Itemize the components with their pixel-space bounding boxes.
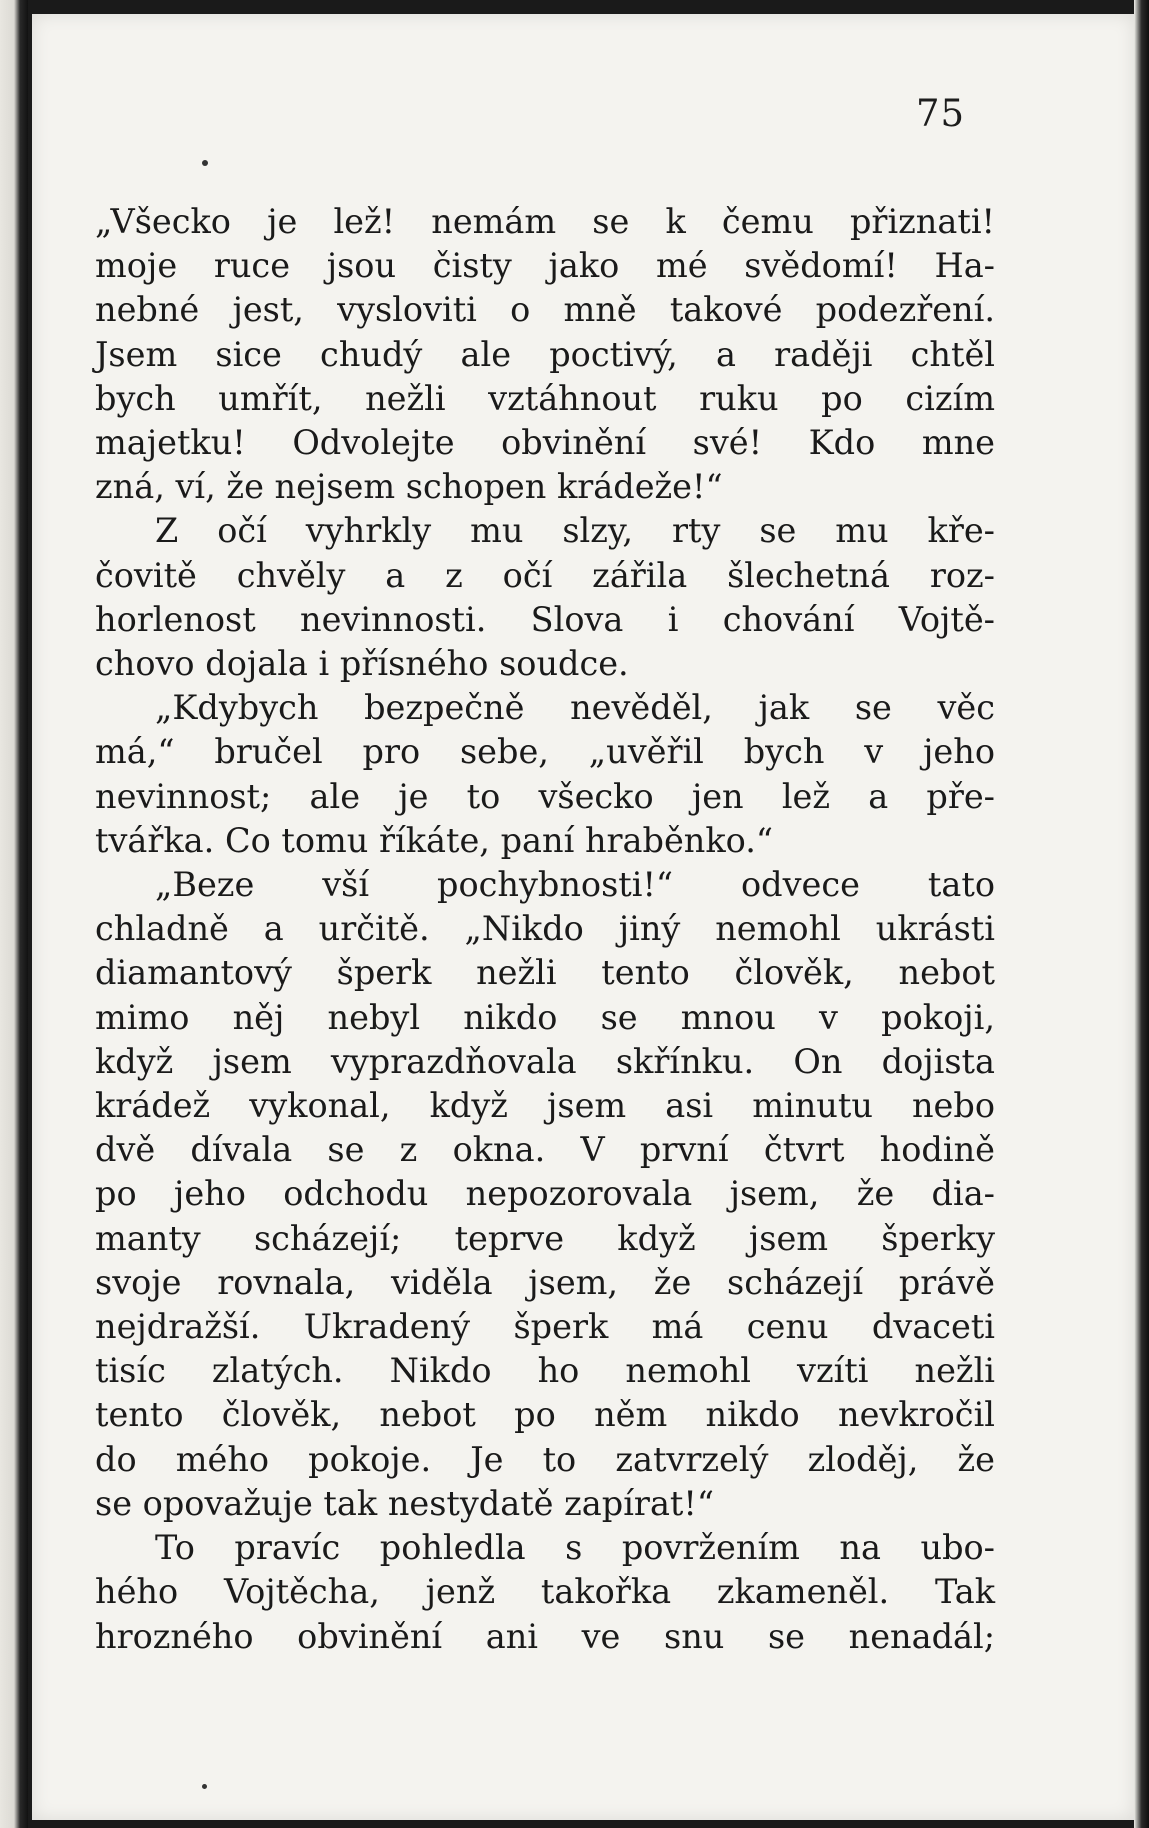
text-line: hrozného obvinění ani ve snu se nenadál; (95, 1616, 995, 1656)
text-line: hého Vojtěcha, jenž takořka zkameněl. Tak (95, 1572, 995, 1612)
page-number: 75 (916, 92, 966, 135)
text-line: mimo něj nebyl nikdo se mnou v pokoji, (95, 997, 995, 1037)
text-line: tvářka. Co tomu říkáte, paní hraběnko.“ (95, 820, 774, 860)
text-line: manty scházejí; teprve když jsem šperky (95, 1218, 995, 1258)
text-line: Jsem sice chudý ale poctivý, a raději chtěl (95, 334, 995, 374)
text-line: dvě dívala se z okna. V první čtvrt hodině (95, 1130, 995, 1170)
text-line: nevinnost; ale je to všecko jen lež a pře- (95, 776, 995, 816)
ink-speck (202, 160, 208, 166)
text-line: zná, ví, že nejsem schopen krádeže!“ (95, 467, 723, 507)
text-line: chovo dojala i přísného soudce. (95, 644, 629, 684)
text-line: horlenost nevinnosti. Slova i chování Vojtě- (95, 599, 995, 639)
page-right-edge (1134, 0, 1149, 1828)
previous-page-edge (0, 0, 28, 1828)
text-line: má,“ bručel pro sebe, „uvěřil bych v jeho (95, 732, 995, 772)
text-line: „Beze vší pochybnosti!“ odvece tato (155, 865, 995, 905)
text-line: Z očí vyhrkly mu slzy, rty se mu kře- (155, 511, 995, 551)
text-line: chladně a určitě. „Nikdo jiný nemohl ukrásti (95, 909, 995, 949)
body-text (95, 200, 995, 1659)
text-line: krádež vykonal, když jsem asi minutu nebo (95, 1086, 995, 1126)
text-line: čovitě chvěly a z očí zářila šlechetná roz- (95, 555, 995, 595)
text-line: tisíc zlatých. Nikdo ho nemohl vzíti nežli (95, 1351, 995, 1391)
text-line: do mého pokoje. Je to zatvrzelý zloděj, že (95, 1439, 995, 1479)
text-line: „Kdybych bezpečně nevěděl, jak se věc (155, 688, 995, 728)
text-line: nebné jest, vysloviti o mně takové podezření. (95, 290, 995, 330)
text-line: svoje rovnala, viděla jsem, že scházejí právě (95, 1262, 995, 1302)
text-line: když jsem vyprazdňovala skřínku. On dojista (95, 1041, 995, 1081)
text-line: tento člověk, nebot po něm nikdo nevkročil (95, 1395, 995, 1435)
ink-speck (202, 1784, 207, 1789)
text-line: diamantový šperk nežli tento člověk, nebot (95, 953, 995, 993)
text-line: „Všecko je lež! nemám se k čemu přiznati! (95, 202, 995, 241)
text-line: bych umřít, nežli vztáhnout ruku po cizím (95, 378, 995, 418)
book-page (32, 14, 1134, 1820)
text-line: moje ruce jsou čisty jako mé svědomí! Ha- (95, 246, 995, 286)
text-line: se opovažuje tak nestydatě zapírat!“ (95, 1483, 714, 1523)
text-line: majetku! Odvolejte obvinění své! Kdo mne (95, 423, 995, 463)
text-line: po jeho odchodu nepozorovala jsem, že dia- (95, 1174, 995, 1214)
text-line: nejdražší. Ukradený šperk má cenu dvaceti (95, 1307, 995, 1347)
text-line: To pravíc pohledla s povržením na ubo- (155, 1528, 995, 1568)
